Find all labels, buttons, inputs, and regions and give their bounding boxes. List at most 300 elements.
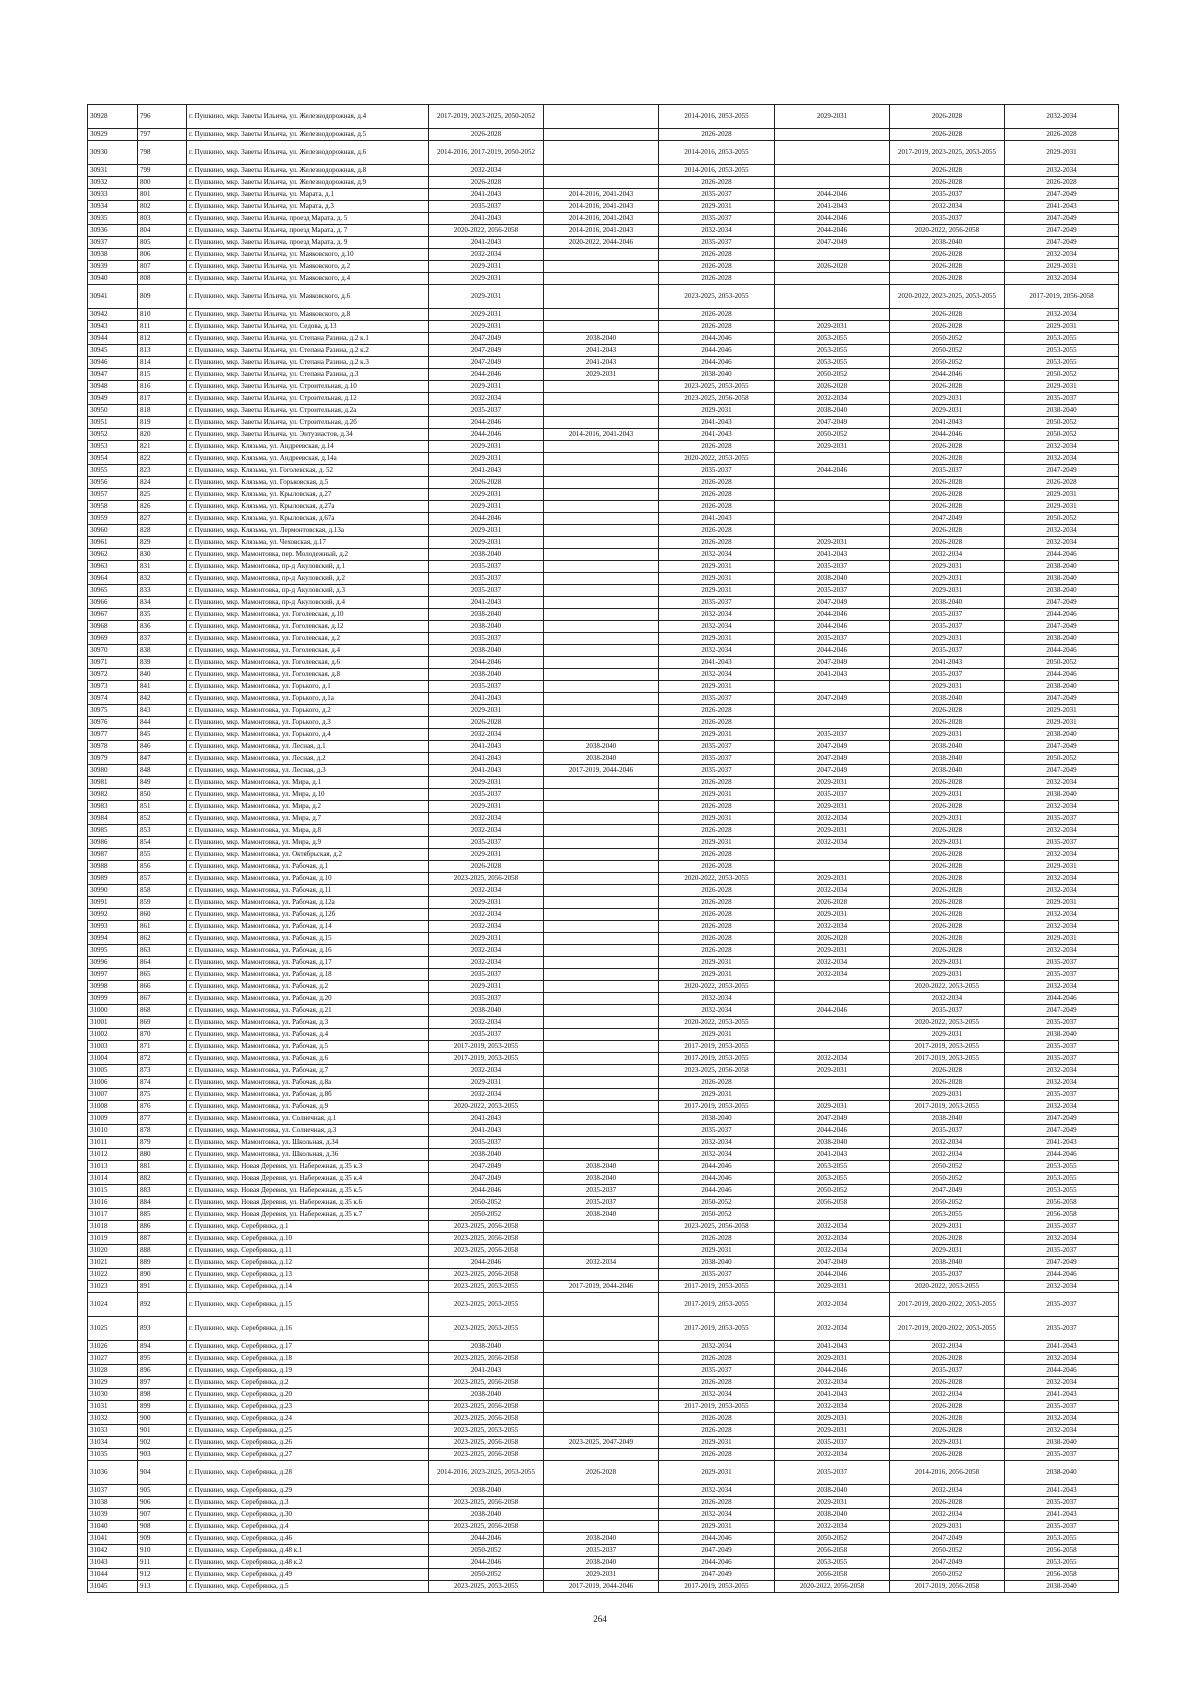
period-cell-3: 2035-2037 bbox=[659, 237, 775, 249]
period-cell-3: 2026-2028 bbox=[659, 489, 775, 501]
period-cell-1: 2035-2037 bbox=[429, 681, 544, 693]
period-cell-1: 2029-2031 bbox=[429, 321, 544, 333]
period-cell-6: 2035-2037 bbox=[1005, 837, 1119, 849]
period-cell-5: 2026-2028 bbox=[890, 525, 1005, 537]
period-cell-6: 2035-2037 bbox=[1005, 1317, 1119, 1341]
period-cell-2 bbox=[544, 285, 659, 309]
table-row bbox=[88, 1053, 1119, 1065]
period-cell-2 bbox=[544, 1113, 659, 1125]
period-cell-4: 2032-2034 bbox=[775, 1521, 890, 1533]
table-row bbox=[88, 1449, 1119, 1461]
period-cell-1: 2038-2040 bbox=[429, 1341, 544, 1353]
period-cell-1: 2020-2022, 2053-2055 bbox=[429, 1101, 544, 1113]
period-cell-1: 2044-2046 bbox=[429, 1533, 544, 1545]
period-cell-4: 2056-2058 bbox=[775, 1569, 890, 1581]
period-cell-6: 2047-2049 bbox=[1005, 213, 1119, 225]
period-cell-3: 2035-2037 bbox=[659, 1365, 775, 1377]
period-cell-1: 2032-2034 bbox=[429, 909, 544, 921]
period-cell-2: 2026-2028 bbox=[544, 1461, 659, 1485]
table-row bbox=[88, 273, 1119, 285]
address-cell: г. Пушкино, мкр. Серебрянка, д.16 bbox=[187, 1317, 429, 1341]
period-cell-6: 2047-2049 bbox=[1005, 189, 1119, 201]
period-cell-3: 2026-2028 bbox=[659, 849, 775, 861]
period-cell-1: 2041-2043 bbox=[429, 741, 544, 753]
row-id-cell: 30969 bbox=[88, 633, 138, 645]
period-cell-1: 2023-2025, 2056-2058 bbox=[429, 1353, 544, 1365]
period-cell-1: 2044-2046 bbox=[429, 429, 544, 441]
period-cell-4: 2050-2052 bbox=[775, 1185, 890, 1197]
period-cell-4 bbox=[775, 489, 890, 501]
row-number-cell: 825 bbox=[138, 489, 187, 501]
period-cell-5: 2026-2028 bbox=[890, 501, 1005, 513]
row-id-cell: 31022 bbox=[88, 1269, 138, 1281]
period-cell-5: 2047-2049 bbox=[890, 1557, 1005, 1569]
period-cell-6: 2050-2052 bbox=[1005, 657, 1119, 669]
row-id-cell: 30961 bbox=[88, 537, 138, 549]
period-cell-5: 2032-2034 bbox=[890, 1485, 1005, 1497]
row-id-cell: 31043 bbox=[88, 1557, 138, 1569]
period-cell-1: 2032-2034 bbox=[429, 813, 544, 825]
period-cell-1: 2029-2031 bbox=[429, 285, 544, 309]
period-cell-2 bbox=[544, 549, 659, 561]
period-cell-5: 2026-2028 bbox=[890, 477, 1005, 489]
row-id-cell: 31037 bbox=[88, 1485, 138, 1497]
address-cell: г. Пушкино, мкр. Мамонтовка, ул. Гоголевская, д.8 bbox=[187, 669, 429, 681]
period-cell-2: 2038-2040 bbox=[544, 333, 659, 345]
period-cell-6: 2032-2034 bbox=[1005, 945, 1119, 957]
period-cell-1: 2026-2028 bbox=[429, 177, 544, 189]
period-cell-3: 2044-2046 bbox=[659, 1161, 775, 1173]
period-cell-3: 2029-2031 bbox=[659, 561, 775, 573]
table-row bbox=[88, 1173, 1119, 1185]
period-cell-6: 2047-2049 bbox=[1005, 1005, 1119, 1017]
table-row bbox=[88, 1353, 1119, 1365]
period-cell-2 bbox=[544, 1293, 659, 1317]
address-cell: г. Пушкино, мкр. Заветы Ильича, ул. Железнодорожная, д.4 bbox=[187, 105, 429, 129]
row-id-cell: 31026 bbox=[88, 1341, 138, 1353]
period-cell-4 bbox=[775, 849, 890, 861]
period-cell-2 bbox=[544, 681, 659, 693]
period-cell-4: 2029-2031 bbox=[775, 945, 890, 957]
table-row bbox=[88, 873, 1119, 885]
period-cell-5: 2026-2028 bbox=[890, 801, 1005, 813]
period-cell-4: 2026-2028 bbox=[775, 381, 890, 393]
row-number-cell: 855 bbox=[138, 849, 187, 861]
period-cell-2: 2038-2040 bbox=[544, 1533, 659, 1545]
period-cell-5: 2026-2028 bbox=[890, 321, 1005, 333]
row-number-cell: 847 bbox=[138, 753, 187, 765]
address-cell: г. Пушкино, мкр. Клязьма, ул. Крыловская, д.67а bbox=[187, 513, 429, 525]
period-cell-3: 2014-2016, 2053-2055 bbox=[659, 105, 775, 129]
period-cell-3: 2026-2028 bbox=[659, 249, 775, 261]
period-cell-4 bbox=[775, 285, 890, 309]
period-cell-5: 2050-2052 bbox=[890, 1161, 1005, 1173]
period-cell-4: 2053-2055 bbox=[775, 333, 890, 345]
row-number-cell: 868 bbox=[138, 1005, 187, 1017]
row-id-cell: 30952 bbox=[88, 429, 138, 441]
row-number-cell: 905 bbox=[138, 1485, 187, 1497]
address-cell: г. Пушкино, мкр. Серебрянка, д.5 bbox=[187, 1581, 429, 1593]
period-cell-1: 2035-2037 bbox=[429, 573, 544, 585]
period-cell-3: 2029-2031 bbox=[659, 585, 775, 597]
row-number-cell: 800 bbox=[138, 177, 187, 189]
period-cell-1: 2032-2034 bbox=[429, 729, 544, 741]
period-cell-1: 2044-2046 bbox=[429, 369, 544, 381]
period-cell-5: 2029-2031 bbox=[890, 1221, 1005, 1233]
table-row bbox=[88, 261, 1119, 273]
address-cell: г. Пушкино, мкр. Мамонтовка, ул. Гоголевская, д.6 bbox=[187, 657, 429, 669]
row-id-cell: 31031 bbox=[88, 1401, 138, 1413]
period-cell-3: 2026-2028 bbox=[659, 525, 775, 537]
row-number-cell: 887 bbox=[138, 1233, 187, 1245]
period-cell-1: 2044-2046 bbox=[429, 1185, 544, 1197]
period-cell-4: 2047-2049 bbox=[775, 1113, 890, 1125]
address-cell: г. Пушкино, мкр. Мамонтовка, ул. Гоголевская, д.4 bbox=[187, 645, 429, 657]
period-cell-5: 2053-2055 bbox=[890, 1209, 1005, 1221]
period-cell-1: 2029-2031 bbox=[429, 309, 544, 321]
period-cell-3: 2026-2028 bbox=[659, 129, 775, 141]
period-cell-2 bbox=[544, 873, 659, 885]
row-id-cell: 30973 bbox=[88, 681, 138, 693]
period-cell-5: 2026-2028 bbox=[890, 537, 1005, 549]
period-cell-2 bbox=[544, 105, 659, 129]
period-cell-4 bbox=[775, 453, 890, 465]
row-number-cell: 823 bbox=[138, 465, 187, 477]
row-number-cell: 836 bbox=[138, 621, 187, 633]
address-cell: г. Пушкино, мкр. Заветы Ильича, ул. Строительная, д.2а bbox=[187, 405, 429, 417]
row-id-cell: 31039 bbox=[88, 1509, 138, 1521]
period-cell-6: 2056-2058 bbox=[1005, 1209, 1119, 1221]
row-id-cell: 30965 bbox=[88, 585, 138, 597]
row-id-cell: 30998 bbox=[88, 981, 138, 993]
period-cell-5: 2026-2028 bbox=[890, 945, 1005, 957]
period-cell-1: 2029-2031 bbox=[429, 849, 544, 861]
row-id-cell: 30995 bbox=[88, 945, 138, 957]
period-cell-6: 2032-2034 bbox=[1005, 1101, 1119, 1113]
table-row bbox=[88, 825, 1119, 837]
period-cell-6: 2047-2049 bbox=[1005, 1125, 1119, 1137]
row-id-cell: 31032 bbox=[88, 1413, 138, 1425]
period-cell-6: 2029-2031 bbox=[1005, 381, 1119, 393]
row-number-cell: 805 bbox=[138, 237, 187, 249]
period-cell-2: 2014-2016, 2041-2043 bbox=[544, 189, 659, 201]
period-cell-1: 2041-2043 bbox=[429, 237, 544, 249]
table-row bbox=[88, 237, 1119, 249]
table-row bbox=[88, 393, 1119, 405]
row-id-cell: 31013 bbox=[88, 1161, 138, 1173]
period-cell-5: 2032-2034 bbox=[890, 1341, 1005, 1353]
period-cell-3: 2017-2019, 2053-2055 bbox=[659, 1101, 775, 1113]
period-cell-6: 2029-2031 bbox=[1005, 501, 1119, 513]
period-cell-4: 2056-2058 bbox=[775, 1545, 890, 1557]
period-cell-3: 2026-2028 bbox=[659, 273, 775, 285]
table-row bbox=[88, 357, 1119, 369]
period-cell-5: 2026-2028 bbox=[890, 1065, 1005, 1077]
period-cell-4 bbox=[775, 309, 890, 321]
address-cell: г. Пушкино, мкр. Серебрянка, д.20 bbox=[187, 1389, 429, 1401]
period-cell-3: 2026-2028 bbox=[659, 861, 775, 873]
period-cell-6: 2032-2034 bbox=[1005, 441, 1119, 453]
period-cell-3: 2044-2046 bbox=[659, 1557, 775, 1569]
period-cell-5: 2035-2037 bbox=[890, 465, 1005, 477]
row-number-cell: 871 bbox=[138, 1041, 187, 1053]
period-cell-5: 2026-2028 bbox=[890, 1497, 1005, 1509]
row-id-cell: 31028 bbox=[88, 1365, 138, 1377]
address-cell: г. Пушкино, мкр. Серебрянка, д.25 bbox=[187, 1425, 429, 1437]
period-cell-3: 2029-2031 bbox=[659, 1521, 775, 1533]
period-cell-1: 2029-2031 bbox=[429, 441, 544, 453]
period-cell-2 bbox=[544, 777, 659, 789]
period-cell-2 bbox=[544, 1233, 659, 1245]
table-row bbox=[88, 1209, 1119, 1221]
row-number-cell: 811 bbox=[138, 321, 187, 333]
row-id-cell: 30989 bbox=[88, 873, 138, 885]
period-cell-2 bbox=[544, 1377, 659, 1389]
period-cell-3: 2032-2034 bbox=[659, 1341, 775, 1353]
period-cell-5: 2032-2034 bbox=[890, 1149, 1005, 1161]
period-cell-6: 2041-2043 bbox=[1005, 1341, 1119, 1353]
period-cell-6: 2038-2040 bbox=[1005, 1581, 1119, 1593]
address-cell: г. Пушкино, мкр. Мамонтовка, ул. Рабочая, д.21 bbox=[187, 1005, 429, 1017]
table-row bbox=[88, 1197, 1119, 1209]
period-cell-6: 2032-2034 bbox=[1005, 981, 1119, 993]
period-cell-3: 2029-2031 bbox=[659, 837, 775, 849]
period-cell-6: 2044-2046 bbox=[1005, 549, 1119, 561]
row-number-cell: 804 bbox=[138, 225, 187, 237]
period-cell-5: 2026-2028 bbox=[890, 1233, 1005, 1245]
period-cell-1: 2038-2040 bbox=[429, 1485, 544, 1497]
address-cell: г. Пушкино, мкр. Мамонтовка, ул. Горького, д.3 bbox=[187, 717, 429, 729]
period-cell-5: 2026-2028 bbox=[890, 909, 1005, 921]
address-cell: г. Пушкино, мкр. Заветы Ильича, ул. Маяковского, д.10 bbox=[187, 249, 429, 261]
period-cell-1: 2023-2025, 2056-2058 bbox=[429, 1521, 544, 1533]
period-cell-2: 2029-2031 bbox=[544, 369, 659, 381]
address-cell: г. Пушкино, мкр. Мамонтовка, ул. Лесная, д.3 bbox=[187, 765, 429, 777]
period-cell-6: 2032-2034 bbox=[1005, 1353, 1119, 1365]
period-cell-6: 2038-2040 bbox=[1005, 405, 1119, 417]
row-id-cell: 30986 bbox=[88, 837, 138, 849]
period-cell-1: 2029-2031 bbox=[429, 1077, 544, 1089]
row-id-cell: 30944 bbox=[88, 333, 138, 345]
address-cell: г. Пушкино, мкр. Серебрянка, д.15 bbox=[187, 1293, 429, 1317]
period-cell-3: 2029-2031 bbox=[659, 729, 775, 741]
period-cell-6: 2032-2034 bbox=[1005, 1065, 1119, 1077]
period-cell-5: 2026-2028 bbox=[890, 873, 1005, 885]
period-cell-2: 2017-2019, 2044-2046 bbox=[544, 765, 659, 777]
period-cell-6: 2041-2043 bbox=[1005, 201, 1119, 213]
row-id-cell: 31036 bbox=[88, 1461, 138, 1485]
period-cell-1: 2044-2046 bbox=[429, 417, 544, 429]
period-cell-4: 2032-2034 bbox=[775, 1401, 890, 1413]
period-cell-4: 2047-2049 bbox=[775, 657, 890, 669]
period-cell-6: 2029-2031 bbox=[1005, 141, 1119, 165]
table-row bbox=[88, 1221, 1119, 1233]
table-row bbox=[88, 105, 1119, 129]
period-cell-2 bbox=[544, 1413, 659, 1425]
period-cell-5: 2017-2019, 2020-2022, 2053-2055 bbox=[890, 1293, 1005, 1317]
period-cell-6: 2044-2046 bbox=[1005, 1269, 1119, 1281]
period-cell-1: 2035-2037 bbox=[429, 789, 544, 801]
period-cell-3: 2029-2031 bbox=[659, 1461, 775, 1485]
period-cell-4: 2038-2040 bbox=[775, 1509, 890, 1521]
period-cell-6: 2035-2037 bbox=[1005, 1041, 1119, 1053]
period-cell-1: 2038-2040 bbox=[429, 609, 544, 621]
period-cell-4: 2032-2034 bbox=[775, 969, 890, 981]
period-cell-4: 2032-2034 bbox=[775, 1449, 890, 1461]
period-cell-1: 2029-2031 bbox=[429, 489, 544, 501]
row-number-cell: 814 bbox=[138, 357, 187, 369]
period-cell-6: 2032-2034 bbox=[1005, 825, 1119, 837]
period-cell-1: 2023-2025, 2056-2058 bbox=[429, 1497, 544, 1509]
period-cell-3: 2026-2028 bbox=[659, 705, 775, 717]
row-number-cell: 902 bbox=[138, 1437, 187, 1449]
period-cell-6: 2053-2055 bbox=[1005, 1185, 1119, 1197]
row-number-cell: 857 bbox=[138, 873, 187, 885]
period-cell-1: 2044-2046 bbox=[429, 513, 544, 525]
period-cell-3: 2029-2031 bbox=[659, 1089, 775, 1101]
address-cell: г. Пушкино, мкр. Заветы Ильича, ул. Марата, д.1 bbox=[187, 189, 429, 201]
period-cell-6: 2032-2034 bbox=[1005, 525, 1119, 537]
period-cell-6: 2029-2031 bbox=[1005, 489, 1119, 501]
address-cell: г. Пушкино, мкр. Серебрянка, д.28 bbox=[187, 1461, 429, 1485]
period-cell-2 bbox=[544, 561, 659, 573]
period-cell-3: 2041-2043 bbox=[659, 429, 775, 441]
period-cell-2 bbox=[544, 405, 659, 417]
table-row bbox=[88, 1245, 1119, 1257]
period-cell-1: 2017-2019, 2023-2025, 2050-2052 bbox=[429, 105, 544, 129]
period-cell-1: 2029-2031 bbox=[429, 501, 544, 513]
period-cell-4 bbox=[775, 981, 890, 993]
table-row bbox=[88, 1377, 1119, 1389]
period-cell-6: 2032-2034 bbox=[1005, 849, 1119, 861]
period-cell-6: 2032-2034 bbox=[1005, 777, 1119, 789]
period-cell-5: 2020-2022, 2053-2055 bbox=[890, 1017, 1005, 1029]
row-number-cell: 828 bbox=[138, 525, 187, 537]
period-cell-6: 2044-2046 bbox=[1005, 609, 1119, 621]
period-cell-1: 2032-2034 bbox=[429, 945, 544, 957]
address-cell: г. Пушкино, мкр. Мамонтовка, ул. Рабочая, д.8б bbox=[187, 1089, 429, 1101]
row-id-cell: 31035 bbox=[88, 1449, 138, 1461]
page-number: 264 bbox=[593, 1614, 607, 1624]
table-row bbox=[88, 333, 1119, 345]
address-cell: г. Пушкино, мкр. Мамонтовка, ул. Школьная, д.36 bbox=[187, 1149, 429, 1161]
table-row bbox=[88, 1521, 1119, 1533]
row-number-cell: 848 bbox=[138, 765, 187, 777]
period-cell-5: 2050-2052 bbox=[890, 1197, 1005, 1209]
period-cell-4: 2044-2046 bbox=[775, 1269, 890, 1281]
period-cell-5: 2029-2031 bbox=[890, 729, 1005, 741]
period-cell-3: 2029-2031 bbox=[659, 1437, 775, 1449]
period-cell-3: 2026-2028 bbox=[659, 477, 775, 489]
period-cell-1: 2038-2040 bbox=[429, 1149, 544, 1161]
period-cell-2 bbox=[544, 813, 659, 825]
row-id-cell: 31009 bbox=[88, 1113, 138, 1125]
row-number-cell: 886 bbox=[138, 1221, 187, 1233]
period-cell-6: 2032-2034 bbox=[1005, 105, 1119, 129]
period-cell-1: 2026-2028 bbox=[429, 717, 544, 729]
period-cell-2 bbox=[544, 933, 659, 945]
row-id-cell: 30958 bbox=[88, 501, 138, 513]
row-id-cell: 30940 bbox=[88, 273, 138, 285]
period-cell-1: 2032-2034 bbox=[429, 921, 544, 933]
period-cell-3: 2026-2028 bbox=[659, 1233, 775, 1245]
period-cell-6: 2035-2037 bbox=[1005, 813, 1119, 825]
period-cell-2 bbox=[544, 801, 659, 813]
table-row bbox=[88, 849, 1119, 861]
address-cell: г. Пушкино, мкр. Мамонтовка, пр-д Акуловский, д.2 bbox=[187, 573, 429, 585]
period-cell-6: 2053-2055 bbox=[1005, 1173, 1119, 1185]
row-id-cell: 31027 bbox=[88, 1353, 138, 1365]
period-cell-3: 2023-2025, 2056-2058 bbox=[659, 1065, 775, 1077]
period-cell-6: 2029-2031 bbox=[1005, 705, 1119, 717]
table-row bbox=[88, 1341, 1119, 1353]
period-cell-5: 2041-2043 bbox=[890, 657, 1005, 669]
period-cell-6: 2044-2046 bbox=[1005, 1149, 1119, 1161]
period-cell-5: 2029-2031 bbox=[890, 573, 1005, 585]
period-cell-3: 2035-2037 bbox=[659, 1269, 775, 1281]
period-cell-6: 2038-2040 bbox=[1005, 633, 1119, 645]
row-id-cell: 31040 bbox=[88, 1521, 138, 1533]
period-cell-6: 2053-2055 bbox=[1005, 1161, 1119, 1173]
period-cell-1: 2035-2037 bbox=[429, 1137, 544, 1149]
row-number-cell: 859 bbox=[138, 897, 187, 909]
address-cell: г. Пушкино, мкр. Серебрянка, д.23 bbox=[187, 1401, 429, 1413]
row-id-cell: 31015 bbox=[88, 1185, 138, 1197]
row-number-cell: 833 bbox=[138, 585, 187, 597]
period-cell-4: 2035-2037 bbox=[775, 1461, 890, 1485]
period-cell-5: 2035-2037 bbox=[890, 669, 1005, 681]
period-cell-5: 2050-2052 bbox=[890, 357, 1005, 369]
row-id-cell: 30951 bbox=[88, 417, 138, 429]
row-number-cell: 802 bbox=[138, 201, 187, 213]
period-cell-6: 2038-2040 bbox=[1005, 585, 1119, 597]
address-cell: г. Пушкино, мкр. Заветы Ильича, ул. Строительная, д.10 bbox=[187, 381, 429, 393]
period-cell-2 bbox=[544, 993, 659, 1005]
row-id-cell: 31041 bbox=[88, 1533, 138, 1545]
period-cell-5: 2035-2037 bbox=[890, 609, 1005, 621]
table-row bbox=[88, 813, 1119, 825]
row-id-cell: 30992 bbox=[88, 909, 138, 921]
period-cell-5: 2032-2034 bbox=[890, 1137, 1005, 1149]
row-number-cell: 846 bbox=[138, 741, 187, 753]
row-number-cell: 874 bbox=[138, 1077, 187, 1089]
period-cell-5: 2017-2019, 2023-2025, 2053-2055 bbox=[890, 141, 1005, 165]
period-cell-4: 2029-2031 bbox=[775, 105, 890, 129]
period-cell-1: 2038-2040 bbox=[429, 645, 544, 657]
table-row bbox=[88, 777, 1119, 789]
address-cell: г. Пушкино, мкр. Мамонтовка, ул. Мира, д.1 bbox=[187, 777, 429, 789]
period-cell-3: 2038-2040 bbox=[659, 369, 775, 381]
period-cell-4: 2029-2031 bbox=[775, 1353, 890, 1365]
table-row bbox=[88, 1005, 1119, 1017]
address-cell: г. Пушкино, мкр. Заветы Ильича, ул. Степана Разина, д.2 к.1 bbox=[187, 333, 429, 345]
table-row bbox=[88, 537, 1119, 549]
period-cell-3: 2038-2040 bbox=[659, 1257, 775, 1269]
period-cell-6: 2038-2040 bbox=[1005, 1461, 1119, 1485]
row-id-cell: 30948 bbox=[88, 381, 138, 393]
address-cell: г. Пушкино, мкр. Заветы Ильича, ул. Маяковского, д.8 bbox=[187, 309, 429, 321]
row-number-cell: 796 bbox=[138, 105, 187, 129]
period-cell-5: 2026-2028 bbox=[890, 1449, 1005, 1461]
period-cell-1: 2041-2043 bbox=[429, 753, 544, 765]
table-row bbox=[88, 657, 1119, 669]
period-cell-1: 2050-2052 bbox=[429, 1545, 544, 1557]
period-cell-3: 2035-2037 bbox=[659, 213, 775, 225]
period-cell-4: 2044-2046 bbox=[775, 189, 890, 201]
period-cell-2 bbox=[544, 1017, 659, 1029]
row-number-cell: 889 bbox=[138, 1257, 187, 1269]
period-cell-3: 2047-2049 bbox=[659, 1569, 775, 1581]
